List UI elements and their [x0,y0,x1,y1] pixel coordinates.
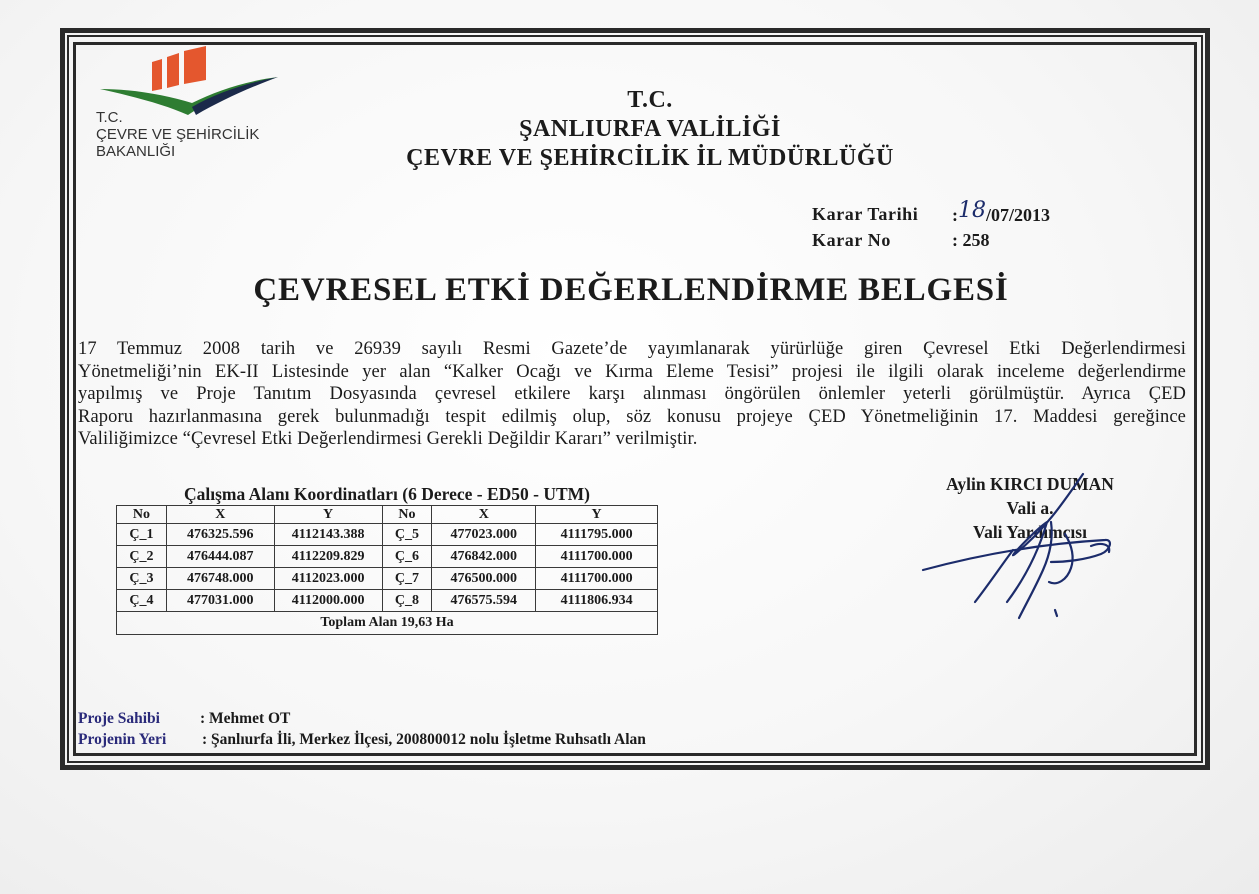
table-cell: Ç_2 [117,546,167,568]
header-x-2: X [432,506,536,524]
table-row [117,590,658,612]
decision-no-label: Karar No [812,230,891,250]
signatory-title-1: Vali a. [1006,498,1054,518]
institution-header [300,86,1000,173]
decision-no-value: : 258 [952,230,990,250]
table-header-row [117,506,658,524]
table-cell: Ç_3 [117,568,167,590]
handwritten-signature [915,470,1125,630]
header-no-1: No [117,506,167,524]
table-cell: Ç_1 [117,524,167,546]
decision-date-label: Karar Tarihi [812,204,919,224]
table-cell: 476575.594 [432,590,536,612]
table-cell: 476842.000 [432,546,536,568]
decision-no-row [812,228,1050,253]
header-no-2: No [382,506,432,524]
header-x-1: X [166,506,274,524]
signatory-title-2: Vali Yardımcısı [973,522,1087,542]
table-cell: 4112143.388 [274,524,382,546]
ministry-name [96,109,259,160]
project-owner-value: : Mehmet OT [200,710,291,727]
table-row [117,568,658,590]
coordinates-title: Çalışma Alanı Koordinatları (6 Derece - ED50 - UTM) [183,484,590,504]
decision-date-value [952,198,1051,228]
table-cell: Ç_5 [382,524,432,546]
table-cell: 477023.000 [432,524,536,546]
table-cell: Ç_7 [382,568,432,590]
paragraph-line-2: Yönetmeliği’nin EK-II Listesinde yer alan “Kalker Ocağı ve Kırma Eleme Tesisi” projesi ile ilgili olarak inceleme değerlendirme [78,361,1186,382]
table-cell: 476748.000 [166,568,274,590]
project-location-label: Projenin Yeri [78,731,167,748]
table-row [117,524,658,546]
decision-date-prefix: : [952,205,958,225]
table-row [117,546,658,568]
project-owner-row [78,708,646,729]
table-cell: 476444.087 [166,546,274,568]
ministry-line-3: BAKANLIĞI [96,143,176,160]
header-line-3: ÇEVRE VE ŞEHİRCİLİK İL MÜDÜRLÜĞÜ [406,145,894,171]
table-cell: 4111700.000 [536,546,658,568]
table-cell: 4112000.000 [274,590,382,612]
coordinates-table [116,505,658,635]
header-y-2: Y [536,506,658,524]
decision-date-day: 18 [958,198,986,223]
table-cell: Ç_8 [382,590,432,612]
table-cell: 477031.000 [166,590,274,612]
ministry-line-2: ÇEVRE VE ŞEHİRCİLİK [96,126,260,143]
table-total-row [117,612,658,635]
table-cell: 4111795.000 [536,524,658,546]
table-cell: 4112023.000 [274,568,382,590]
header-line-1: T.C. [627,87,673,113]
table-cell: Ç_6 [382,546,432,568]
project-location-value: : Şanlıurfa İli, Merkez İlçesi, 200800012 nolu İşletme Ruhsatlı Alan [202,731,646,748]
paragraph-line-3: yapılmış ve Proje Tanıtım Dosyasında çevresel etkilere karşı alınması öngörülen önlemler yeterli görülmüştür. Ayrıca ÇED [78,384,1186,404]
project-location-row [78,729,646,750]
ministry-line-1: T.C. [96,109,123,126]
paragraph-line-5: Valiliğimizce “Çevresel Etki Değerlendirmesi Gerekli Değildir Kararı” verilmiştir. [78,429,698,449]
paragraph-line-4: Raporu hazırlanmasına gerek bulunmadığı tespit edilmiş olup, söz konusu projeye ÇED Yönetmeliğinin 17. Maddesi gereğince [78,406,1186,427]
table-cell: 476500.000 [432,568,536,590]
table-cell: 4111700.000 [536,568,658,590]
table-cell: 476325.596 [166,524,274,546]
decision-date-row [812,198,1051,228]
table-cell: 4112209.829 [274,546,382,568]
signatory-name: Aylin KIRCI DUMAN [946,474,1114,494]
decision-info [812,198,1051,253]
table-cell: 4111806.934 [536,590,658,612]
document-title: ÇEVRESEL ETKİ DEĞERLENDİRME BELGESİ [253,272,1009,308]
project-info [78,708,646,750]
total-area: Toplam Alan 19,63 Ha [117,612,658,635]
table-cell: Ç_4 [117,590,167,612]
decision-date-rest: /07/2013 [986,205,1051,225]
paragraph-line-1: 17 Temmuz 2008 tarih ve 26939 sayılı Resmi Gazete’de yayımlanarak yürürlüğe giren Çevresel Etki Değerlendirmesi [78,339,1186,359]
header-line-2: ŞANLIURFA VALİLİĞİ [519,116,781,142]
body-paragraph [78,338,1186,451]
header-y-1: Y [274,506,382,524]
project-owner-label: Proje Sahibi [78,710,160,727]
logo-bars-icon [152,46,206,91]
